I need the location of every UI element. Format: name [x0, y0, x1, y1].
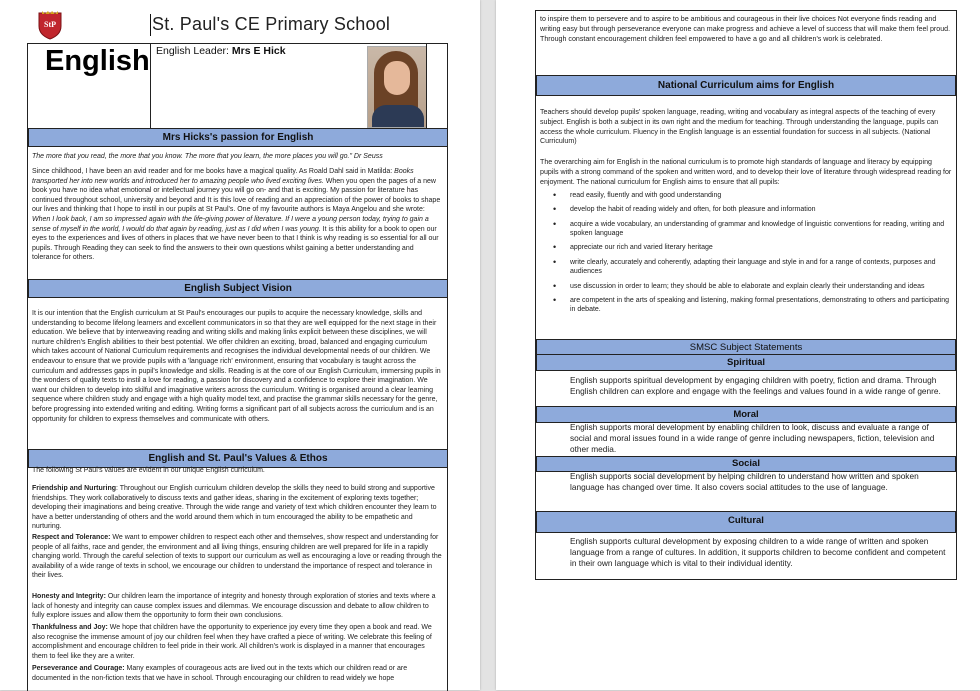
- value-perseverance: Perseverance and Courage: Many examples of courageous acts are lived out in the texts which our children read or are documented in the non-fiction texts that we have in school. Through encouraging our children to read widely we hope: [32, 665, 408, 682]
- cultural-heading: Cultural: [536, 511, 956, 533]
- nc-aims-list: [553, 191, 951, 320]
- list-item: • develop the habit of reading widely and often, for both pleasure and information: [553, 205, 951, 215]
- list-item: • acquire a wide vocabulary, an understanding of grammar and knowledge of linguistic conventions for reading, writing and spoken language: [553, 220, 951, 239]
- cultural-text: English supports cultural development by exposing children to a wide range of written and spoken language from a range of cultures. In addition, it supports children to become confident and competent in their own language which is vital to their individual identity.: [570, 536, 946, 568]
- list-item: • appreciate our rich and varied literary heritage: [553, 243, 951, 253]
- text-cursor: [150, 14, 151, 36]
- values-intro: The following St Paul's values are evident in our unique English curriculum.: [32, 467, 265, 474]
- values-heading: English and St. Paul's Values & Ethos: [28, 449, 448, 468]
- spiritual-heading: Spiritual: [536, 354, 956, 371]
- nc-para-1: Teachers should develop pupils' spoken language, reading, writing and vocabulary as integral aspects of the teaching of every subject. English is both a subject in its own right and the medium for teaching. Through understanding the language, pupils can access the whole curriculum. Fluency in the English language is an essential foundation for success in all subjects. (National Curriculum): [540, 108, 939, 146]
- school-crest-logo: [36, 10, 64, 40]
- moral-text: English supports moral development by enabling children to look, discuss and evaluate a range of social and moral issues found in a wide range of genre including newspapers, fiction, television and other media.: [570, 422, 935, 454]
- leader-photo: [367, 46, 427, 128]
- value-friendship: Friendship and Nurturing: Throughout our English curriculum children develop the skills they need to build strong and supportive friendships. They work collaboratively to discuss texts and gather ideas, sharing in the excitement of exploring texts together; developing their imaginations and being creative. Through the wide range and variety of text which children encounter they learn to have a better understanding of others and the world around them which in turn encouraged the ability to be empathetic and nurturing.: [32, 485, 437, 531]
- social-text: English supports social development by helping children to understand how written and spoken language has changed over time. It also covers social attitudes to the use of language.: [570, 471, 919, 492]
- vision-heading: English Subject Vision: [28, 279, 448, 298]
- leader-label: English Leader:: [156, 45, 229, 57]
- english-leader: [156, 45, 286, 57]
- photo-cell-border: [426, 44, 447, 128]
- perseverance-continuation: to inspire them to persevere and to aspire to be ambitious and courageous in their live choices Not everyone finds reading and writing easy but through perseverance everyone can make progress and achieve a level of success that will make them feel proud. Through constant encouragement children feel empowered to have a go and all children's work is celebrated.: [540, 15, 951, 43]
- passion-quote: The more that you read, the more that you know. The more that you learn, the more places you will go." Dr Seuss: [32, 153, 383, 160]
- nc-para-2: The overarching aim for English in the national curriculum is to promote high standards of language and literacy by equipping pupils with a strong command of the spoken and written word, and to develop their love of literature through widespread reading for enjoyment. The national curriculum for English aims to ensure that all pupils:: [540, 158, 952, 186]
- value-thankfulness: Thankfulness and Joy: We hope that children have the opportunity to experience joy every time they open a book and read. We also recognise the immense amount of joy our children feel when they have crafted a piece of writing. We celebrate this feeling of accomplishment and encourage children to feel pride in their work. All children's work is displayed in a manner that encourages them to feel like they are a writer.: [32, 624, 432, 660]
- social-heading: Social: [536, 456, 956, 472]
- list-item: • write clearly, accurately and coherently, adapting their language and style in and for a range of contexts, purposes and audiences: [553, 258, 951, 277]
- nc-heading: National Curriculum aims for English: [536, 75, 956, 96]
- subject-title: English: [45, 45, 150, 77]
- spiritual-text: English supports spiritual development by engaging children with poetry, fiction and drama. Through English children can explore and engage with the feelings and values found in a wide range of genre.: [570, 375, 941, 396]
- list-item: • use discussion in order to learn; they should be able to elaborate and explain clearly their understanding and ideas: [553, 282, 951, 292]
- list-item: • read easily, fluently and with good understanding: [553, 191, 951, 201]
- passion-heading: Mrs Hicks's passion for English: [28, 128, 448, 147]
- passion-body: Since childhood, I have been an avid reader and for me books have a magical quality. As Roald Dahl said in Matilda: Books transported her into new worlds and introduced her to amazing people who lived exciting lives. When you open the pages of a new book you have no idea what emotional or intellectual journey you will go on- and that is exciting. My passion for literature has continued throughout school, university and beyond and It is this love of reading and an appreciation of the power of books to shape our lives and thinking that I hope to instil in our pupils at St Paul's. One of my favourite authors is Maya Angelou and she wrote: When I look back, I am so impressed again with the life-giving power of literature. If I were a young person today, trying to gain a sense of myself in the world, I would do that again by reading, just as I did when I was young. It is this ability for a book to open our eyes to the experiences and lives of others in places that we have never been to that I think is why reading is so essential for all our pupils. Through Reading they can seek to find the answers to their own questions whilst gaining a better understanding and tolerance for others.: [32, 168, 441, 262]
- vision-body: It is our intention that the English curriculum at St Paul's encourages our pupils to acquire the necessary knowledge, skills and understanding to become lifelong learners and excellent communicators in so that they are well equipped for the next stage in their education. We believe that by interweaving reading and writing skills and making links explicit between these disciplines, we will nurture children's English abilities to their best potential. We offer children an exciting, broad, balanced and engaging curriculum which takes account of National Curriculum requirements and recognises the individual developmental needs of our children. We endeavour to ensure that we provide pupils with a 'language rich' environment, ensuring that vocabulary is taught across the curriculum and addresses gaps in pupil's knowledge and skills. Reading is at the core of our English Curriculum, immersing pupils in the wonders of quality texts to instil a love for reading, a passion for discovery and a confidence to explore their imagination. We want our children to develop into skilful and imaginative writers across the curriculum. Writing is organised around a clear learning sequence where children study and engage with a high quality model text, and practise the grammar skills necessary for the genre, before progressing into extended writing and editing. Writing forms a significant part of all subjects across the curriculum and is an opportunity for children to express themselves and communicate with others.: [32, 310, 441, 423]
- value-honesty: Honesty and Integrity: Our children learn the importance of integrity and honesty through exploration of stories and texts where a lack of honesty and integrity can cause complex issues and dilemmas. We encourage discussion and debate to allow children to fully explore issues and allow them the opportunity to form their own conclusions.: [32, 593, 436, 620]
- logo-text: StP: [44, 20, 56, 29]
- moral-heading: Moral: [536, 406, 956, 423]
- smsc-heading: SMSC Subject Statements: [536, 339, 956, 356]
- leader-name: Mrs E Hick: [231, 45, 286, 57]
- value-respect: Respect and Tolerance: We want to empower children to respect each other and themselves, show respect and understanding for people of all faiths, race and gender, the environment and all living things, ensuring children are well prepared for life in a rapidly changing world. Through the careful selection of texts to support our curriculum as well as encouraging a love or reading through the availability of a wide range of texts in school, we encourage our children to understand the importance of respect and tolerance in their lives.: [32, 534, 442, 580]
- list-item: • are competent in the arts of speaking and listening, making formal presentations, demonstrating to others and participating in debate.: [553, 296, 951, 315]
- school-name: St. Paul's CE Primary School: [152, 14, 391, 34]
